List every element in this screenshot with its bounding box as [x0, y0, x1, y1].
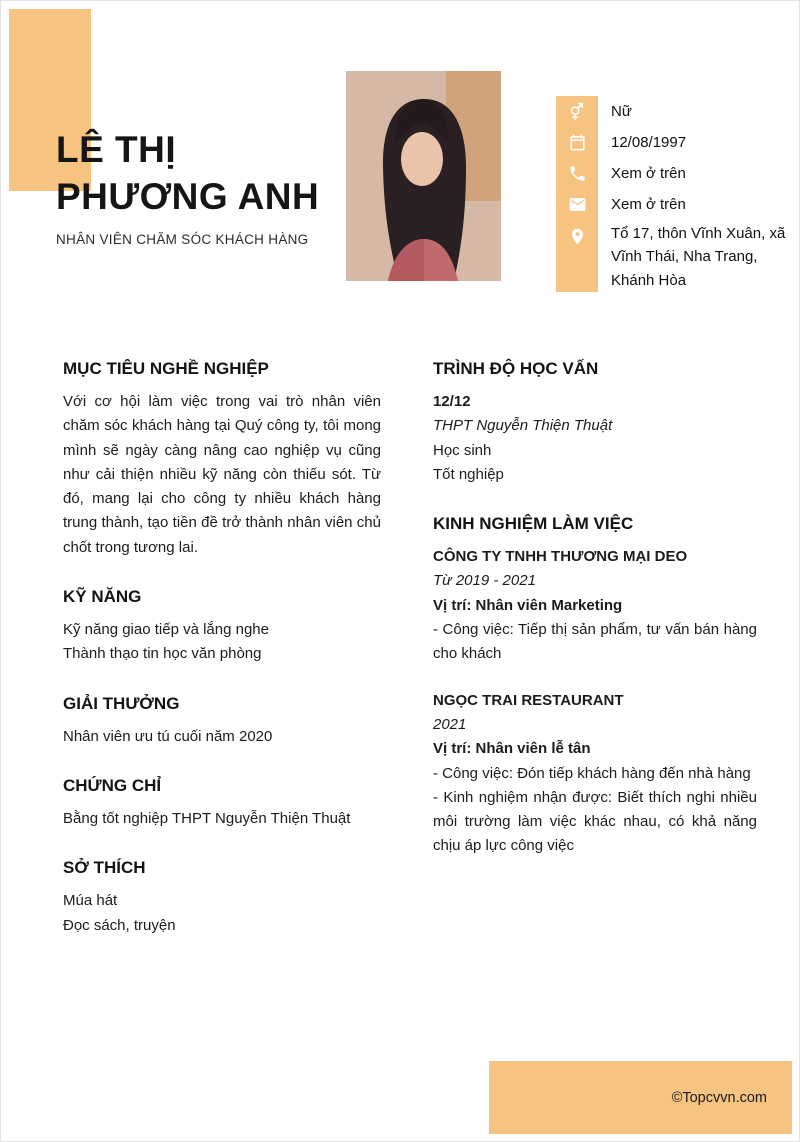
footer-credit-bar	[489, 1061, 792, 1134]
section-education	[433, 359, 757, 487]
certificate-item: Bằng tốt nghiệp THPT Nguyễn Thiện Thuật	[63, 809, 351, 827]
contact-email: Xem ở trên	[611, 196, 686, 213]
skill-item: Thành thạo tin học văn phòng	[63, 645, 262, 663]
contact-address: Tổ 17, thôn Vĩnh Xuân, xã Vĩnh Thái, Nha Trang, Khánh Hòa	[611, 225, 786, 289]
section-objective	[63, 359, 381, 560]
education-school: THPT Nguyễn Thiện Thuật	[433, 417, 613, 435]
hobby-item: Múa hát	[63, 892, 118, 910]
education-grade: 12/12	[433, 393, 471, 410]
section-heading-objective: MỤC TIÊU NGHỀ NGHIỆP	[63, 359, 269, 378]
candidate-job-title: NHÂN VIÊN CHĂM SÓC KHÁCH HÀNG	[56, 231, 309, 247]
footer-credit: ©Topcvvn.com	[671, 1089, 767, 1106]
section-awards	[63, 694, 381, 749]
left-column	[63, 359, 381, 938]
job-position: Vị trí: Nhân viên lễ tân	[433, 740, 591, 758]
job-period: Từ 2019 - 2021	[433, 572, 536, 590]
award-item: Nhân viên ưu tú cuối năm 2020	[63, 727, 273, 745]
phone-icon	[556, 158, 598, 189]
section-heading-experience: KINH NGHIỆM LÀM VIỆC	[433, 514, 634, 534]
job-detail: - Kinh nghiệm nhận được: Biết thích nghi nhiều môi trường làm việc khác nhau, có khả năng chịu áp lực công việc	[433, 788, 757, 855]
section-certificates	[63, 776, 381, 831]
location-icon	[556, 220, 598, 292]
objective-text: Với cơ hội làm việc trong vai trò nhân viên chăm sóc khách hàng tại Quý công ty, tôi mong mình sẽ ngày càng nâng cao nghiệp vụ cũng như cải thiện nhiều kỹ năng còn thiếu sót. Từ đó, mang lại cho công ty nhiều khách hàng trung thành, tạo tiền đề trở thành nhân viên chủ chốt trong tương lai.	[63, 393, 381, 556]
section-heading-certificates: CHỨNG CHỈ	[63, 775, 162, 795]
job-position: Vị trí: Nhân viên Marketing	[433, 596, 623, 614]
hobby-item: Đọc sách, truyện	[63, 916, 176, 934]
education-role: Học sinh	[433, 441, 492, 459]
experience-job	[433, 689, 757, 859]
section-heading-education: TRÌNH ĐỘ HỌC VẤN	[433, 359, 599, 378]
right-column	[433, 359, 757, 938]
experience-job	[433, 545, 757, 666]
section-heading-skills: KỸ NĂNG	[63, 587, 142, 607]
contact-birthdate: 12/08/1997	[611, 134, 687, 151]
section-experience	[433, 514, 757, 859]
candidate-name	[56, 127, 356, 221]
job-detail: - Công việc: Đón tiếp khách hàng đến nhà hàng	[433, 764, 751, 782]
job-company: CÔNG TY TNHH THƯƠNG MẠI DEO	[433, 548, 688, 566]
section-heading-hobbies: SỞ THÍCH	[63, 858, 146, 878]
contact-phone: Xem ở trên	[611, 165, 686, 182]
gender-icon	[556, 96, 598, 127]
candidate-name-line2: PHƯƠNG ANH	[56, 175, 320, 217]
main-content	[1, 359, 799, 938]
education-status: Tốt nghiệp	[433, 465, 504, 483]
job-period: 2021	[433, 715, 467, 733]
section-hobbies	[63, 858, 381, 938]
skill-item: Kỹ năng giao tiếp và lắng nghe	[63, 621, 269, 639]
job-company: NGỌC TRAI RESTAURANT	[433, 691, 624, 709]
job-detail: - Công việc: Tiếp thị sản phẩm, tư vấn bán hàng cho khách	[433, 621, 757, 663]
contact-gender: Nữ	[611, 103, 632, 120]
contact-section	[556, 96, 796, 292]
section-skills	[63, 587, 381, 667]
header-name-block	[56, 127, 356, 247]
candidate-name-line1: LÊ THỊ	[56, 129, 177, 170]
profile-photo-placeholder	[346, 71, 501, 281]
calendar-icon	[556, 127, 598, 158]
section-heading-awards: GIẢI THƯỞNG	[63, 693, 180, 713]
email-icon	[556, 189, 598, 220]
profile-photo	[346, 71, 501, 281]
